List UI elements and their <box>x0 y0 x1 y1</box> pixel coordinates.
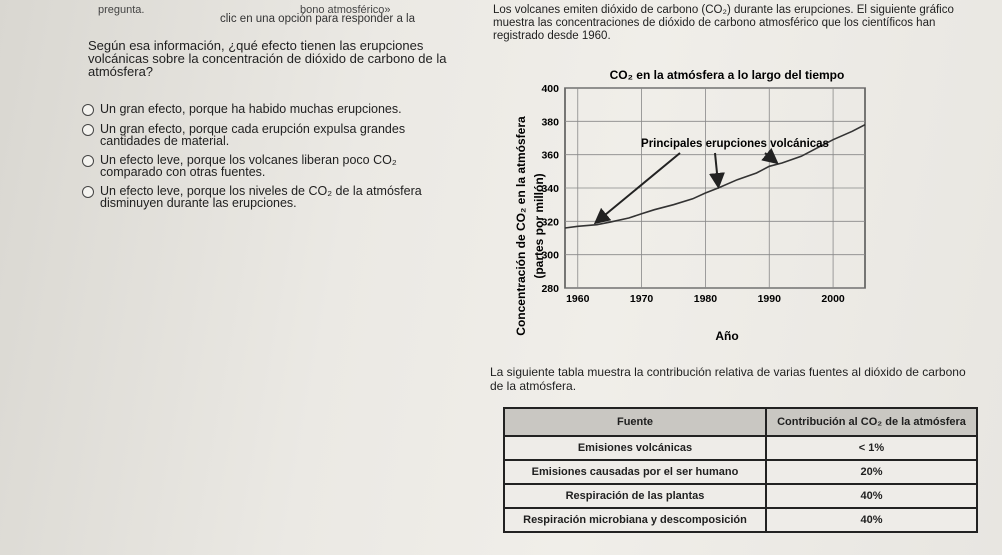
column-header-source: Fuente <box>504 408 766 436</box>
answer-option-b[interactable]: Un gran efecto, porque cada erupción expulsa grandes cantidades de material. <box>82 123 462 147</box>
x-tick-label: 1970 <box>629 293 654 305</box>
chart-title: CO₂ en la atmósfera a lo largo del tiempo <box>609 68 845 82</box>
answer-option-d[interactable]: Un efecto leve, porque los niveles de CO₂ de la atmósfera disminuyen durante las erupciones. <box>82 185 462 209</box>
header-fragment-top: bono atmosférico» <box>300 4 391 16</box>
table-caption: La siguiente tabla muestra la contribución relativa de varias fuentes al dióxido de carbono de la atmósfera. <box>490 365 966 393</box>
co2-sources-table <box>503 407 978 533</box>
answer-options <box>82 103 462 216</box>
y-tick-label: 320 <box>541 216 559 229</box>
annotation-arrow <box>597 153 680 222</box>
x-tick-label: 1980 <box>693 293 718 305</box>
answer-option-c[interactable]: Un efecto leve, porque los volcanes liberan poco CO₂ comparado con otras fuentes. <box>82 154 462 178</box>
x-axis-label: Año <box>715 329 739 343</box>
table-row <box>504 460 977 484</box>
y-axis-label-line2: (partes por millón) <box>532 173 546 279</box>
radio-button[interactable] <box>82 104 94 116</box>
y-tick-label: 300 <box>541 249 559 262</box>
chart-ticks <box>541 83 844 305</box>
y-tick-label: 360 <box>541 149 559 162</box>
table-row <box>504 436 977 460</box>
table-cell-contribution: 40% <box>766 508 977 532</box>
table-row <box>504 484 977 508</box>
eruption-annotation <box>597 138 829 222</box>
y-tick-label: 280 <box>541 283 559 295</box>
y-axis-label-line1: Concentración de CO₂ en la atmósfera <box>514 116 528 336</box>
table-header-row <box>504 408 977 436</box>
column-header-contribution: Contribución al CO₂ de la atmósfera <box>766 408 977 436</box>
x-tick-label: 1960 <box>566 293 590 305</box>
header-fragment-left: pregunta. <box>98 4 145 16</box>
radio-button[interactable] <box>82 186 94 198</box>
intro-paragraph: Los volcanes emiten dióxido de carbono (CO₂) durante las erupciones. El siguiente gráfico muestra las concentraciones de dióxido de carbono atmosférico que los científicos han registrado desde 1960. <box>493 4 954 42</box>
co2-line-chart <box>505 58 885 348</box>
radio-button[interactable] <box>82 124 94 136</box>
y-tick-label: 400 <box>541 83 559 95</box>
x-tick-label: 2000 <box>821 293 845 305</box>
radio-button[interactable] <box>82 155 94 167</box>
question-text: Según esa información, ¿qué efecto tienen las erupciones volcánicas sobre la concentración de dióxido de carbono de la atmósfera? <box>88 38 447 79</box>
annotation-label: Principales erupciones volcánicas <box>641 138 829 150</box>
table-cell-source: Emisiones volcánicas <box>504 436 766 460</box>
table-cell-source: Respiración microbiana y descomposición <box>504 508 766 532</box>
header-instruction-fragment: clic en una opción para responder a la <box>220 13 415 25</box>
answer-option-a[interactable]: Un gran efecto, porque ha habido muchas erupciones. <box>82 103 462 116</box>
table-cell-contribution: 20% <box>766 460 977 484</box>
chart-grid <box>565 88 865 288</box>
table-cell-source: Emisiones causadas por el ser humano <box>504 460 766 484</box>
table-cell-contribution: < 1% <box>766 436 977 460</box>
x-tick-label: 1990 <box>757 293 781 305</box>
annotation-arrow <box>715 153 718 185</box>
table-cell-contribution: 40% <box>766 484 977 508</box>
y-tick-label: 380 <box>541 116 559 129</box>
table-cell-source: Respiración de las plantas <box>504 484 766 508</box>
table-row <box>504 508 977 532</box>
y-tick-label: 340 <box>541 183 559 195</box>
